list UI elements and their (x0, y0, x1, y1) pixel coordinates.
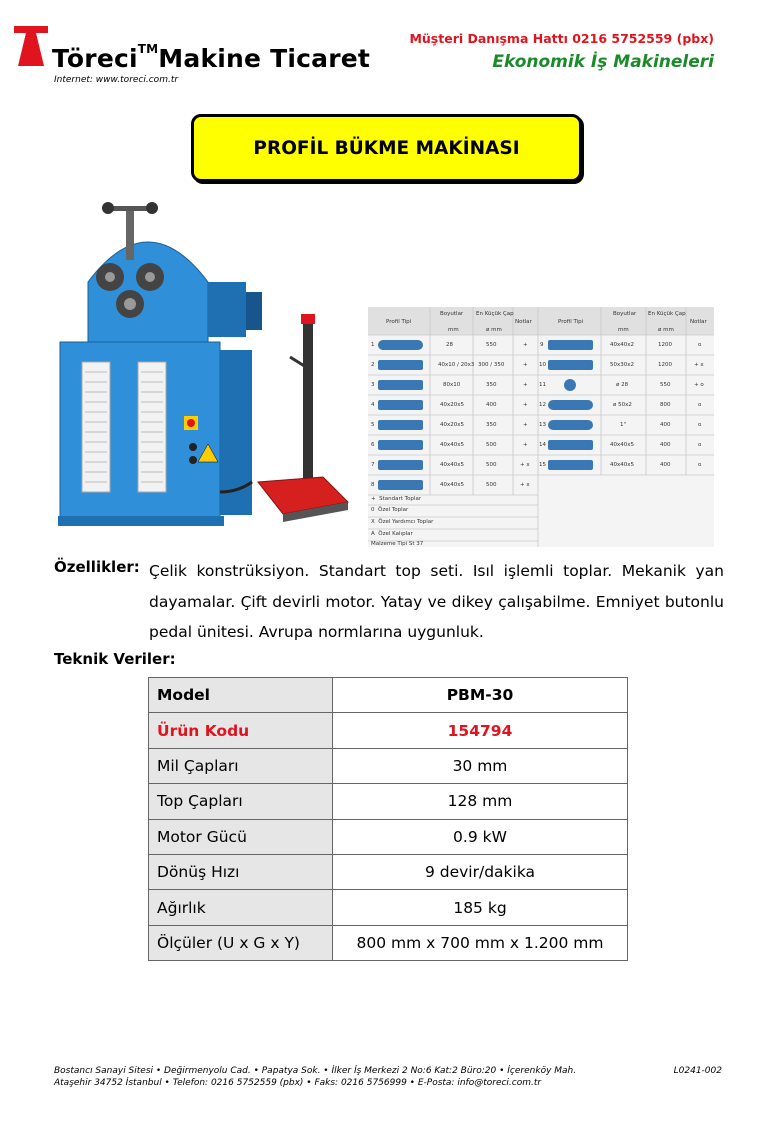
roll-row-note: + (523, 422, 528, 428)
spec-value: PBM-30 (333, 678, 628, 713)
brand-name: Töreci™Makine Ticaret (52, 42, 371, 73)
spec-key: Ürün Kodu (149, 713, 333, 748)
technical-specs-table (148, 677, 628, 961)
roll-header-unit-right: mm (618, 327, 629, 333)
roll-row-no: 9 (540, 342, 544, 348)
table-row (149, 819, 628, 854)
roll-row-no: 4 (371, 402, 375, 408)
website[interactable]: Internet: www.toreci.com.tr (54, 75, 179, 85)
roll-row-dim: 40x40x5 (440, 462, 465, 468)
roll-header-notes-right: Notlar (690, 319, 707, 325)
roll-row-min: 550 (660, 382, 671, 388)
spec-key: Mil Çapları (149, 748, 333, 783)
roll-header-dim-right: Boyutlar (613, 311, 637, 317)
profile-bending-machine-image (58, 192, 358, 542)
roll-row-no: 12 (539, 402, 546, 408)
roll-row-dim: 40x40x2 (610, 342, 635, 348)
roll-row-no: 10 (539, 362, 546, 368)
roll-row-dim: 40x40x5 (440, 442, 465, 448)
table-row (149, 890, 628, 925)
roll-row-dim: 40x40x5 (440, 482, 465, 488)
roll-header-min-right: En Küçük Çap (648, 311, 686, 317)
page-title-box (191, 114, 582, 182)
roll-row-min: 500 (486, 462, 497, 468)
spec-key: Model (149, 678, 333, 713)
features-label: Özellikler: (54, 558, 140, 576)
spec-key: Top Çapları (149, 784, 333, 819)
roll-row-dim: 50x30x2 (610, 362, 635, 368)
roll-legend-item: A Özel Kalıplar (371, 531, 413, 537)
document-code: L0241-002 (673, 1066, 722, 1076)
roll-row-min: 400 (660, 462, 671, 468)
roll-row-min: 500 (486, 482, 497, 488)
roll-row-note: o (698, 422, 702, 428)
roll-row-note: + x (520, 462, 530, 468)
footer-address-line1: Bostancı Sanayi Sitesi • Değirmenyolu Cad. • Papatya Sok. • İlker İş Merkezi 2 No:6 Kat:2 Büro:20 • İçerenköy Mah. (54, 1066, 577, 1076)
table-row (149, 925, 628, 960)
table-row (149, 748, 628, 783)
roll-header-profile-right: Profil Tipi (558, 319, 584, 325)
features-text: Çelik konstrüksiyon. Standart top seti. Isıl işlemli toplar. Mekanik yan dayamalar. Çift devirli motor. Yatay ve dikey çalışabilme. Emniyet butonlu pedal ünitesi. Avrupa normlarına uygunluk. (149, 562, 724, 641)
footer-address-line2: Ataşehir 34752 İstanbul • Telefon: 0216 5752559 (pbx) • Faks: 0216 5756999 • E-Posta: info@toreci.com.tr (54, 1078, 542, 1088)
roll-header-min-left: En Küçük Çap (476, 311, 514, 317)
spec-key: Dönüş Hızı (149, 854, 333, 889)
roll-row-min: 350 (486, 422, 497, 428)
roll-header-dim-left: Boyutlar (440, 311, 464, 317)
roll-row-note: + (523, 402, 528, 408)
roll-row-note: + (523, 382, 528, 388)
roll-header-unit2-right: ø mm (658, 327, 674, 333)
spec-value: 30 mm (333, 748, 628, 783)
roll-row-min: 550 (486, 342, 497, 348)
spec-value: 9 devir/dakika (333, 854, 628, 889)
roll-legend-item: + Standart Toplar (371, 496, 422, 502)
roll-row-note: + o (694, 382, 704, 388)
roll-material: Malzeme Tipi St 37 (371, 541, 424, 547)
roll-profile-table (368, 307, 714, 547)
technical-data-label: Teknik Veriler: (54, 650, 176, 668)
roll-row-note: + (523, 362, 528, 368)
roll-row-min: 1200 (658, 362, 672, 368)
roll-header-notes-left: Notlar (515, 319, 532, 325)
roll-row-no: 2 (371, 362, 375, 368)
roll-row-note: o (698, 462, 702, 468)
roll-row-note: + (523, 342, 528, 348)
roll-row-no: 7 (371, 462, 375, 468)
roll-row-min: 500 (486, 442, 497, 448)
spec-value: 800 mm x 700 mm x 1.200 mm (333, 925, 628, 960)
spec-value: 185 kg (333, 890, 628, 925)
roll-row-min: 400 (660, 422, 671, 428)
spec-key: Ölçüler (U x G x Y) (149, 925, 333, 960)
roll-row-note: + x (694, 362, 704, 368)
roll-legend-item: X Özel Yardımcı Toplar (371, 519, 434, 525)
page-title: PROFİL BÜKME MAKİNASI (253, 137, 520, 159)
roll-row-note: o (698, 442, 702, 448)
roll-header-unit-left: mm (448, 327, 459, 333)
roll-row-no: 15 (539, 462, 546, 468)
roll-row-min: 300 / 350 (478, 362, 505, 368)
roll-header-profile-left: Profil Tipi (386, 319, 412, 325)
roll-legend-item: 0 Özel Toplar (371, 507, 409, 513)
roll-header-unit2-left: ø mm (486, 327, 502, 333)
roll-row-dim: 28 (446, 342, 453, 348)
roll-row-no: 3 (371, 382, 375, 388)
roll-row-min: 350 (486, 382, 497, 388)
roll-row-no: 14 (539, 442, 546, 448)
table-row (149, 784, 628, 819)
roll-row-no: 6 (371, 442, 375, 448)
spec-key: Motor Gücü (149, 819, 333, 854)
roll-row-note: o (698, 342, 702, 348)
roll-row-dim: 40x20x5 (440, 422, 465, 428)
slogan: Ekonomik İş Makineleri (492, 52, 714, 72)
spec-value: 0.9 kW (333, 819, 628, 854)
roll-row-no: 5 (371, 422, 375, 428)
roll-row-note: o (698, 402, 702, 408)
roll-row-no: 13 (539, 422, 546, 428)
roll-row-no: 8 (371, 482, 375, 488)
roll-row-dim: 1" (620, 422, 627, 428)
roll-row-dim: 40x20x5 (440, 402, 465, 408)
roll-row-note: + x (520, 482, 530, 488)
spec-value: 154794 (333, 713, 628, 748)
roll-row-dim: ø 50x2 (613, 402, 632, 408)
roll-row-dim: 40x40x5 (610, 462, 635, 468)
roll-row-note: + (523, 442, 528, 448)
roll-row-dim: 40x40x5 (610, 442, 635, 448)
table-row (149, 854, 628, 889)
roll-row-dim: 80x10 (443, 382, 461, 388)
table-row (149, 713, 628, 748)
spec-key: Ağırlık (149, 890, 333, 925)
roll-row-dim: ø 28 (616, 382, 629, 388)
customer-hotline: Müşteri Danışma Hattı 0216 5752559 (pbx) (409, 31, 714, 46)
toreci-logo-icon (14, 26, 48, 66)
roll-row-dim: 40x10 / 20x3 (438, 362, 475, 368)
roll-row-min: 400 (486, 402, 497, 408)
spec-value: 128 mm (333, 784, 628, 819)
roll-row-min: 400 (660, 442, 671, 448)
roll-row-min: 800 (660, 402, 671, 408)
table-row (149, 678, 628, 713)
roll-row-no: 1 (371, 342, 375, 348)
roll-row-min: 1200 (658, 342, 672, 348)
roll-row-no: 11 (539, 382, 546, 388)
